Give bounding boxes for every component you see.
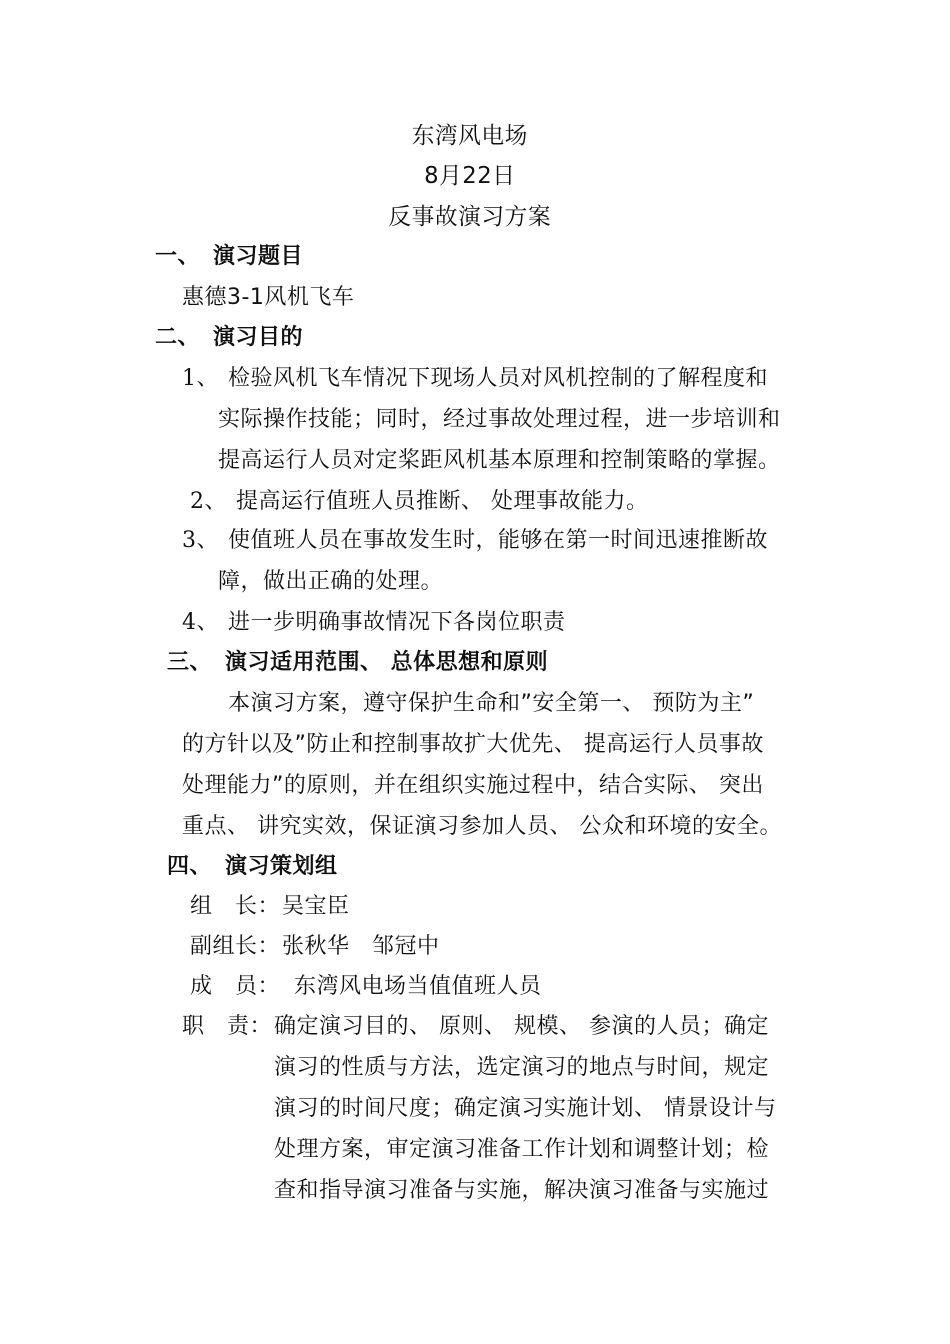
duty-line2: 演习的性质与方法，选定演习的地点与时间，规定 bbox=[274, 1055, 770, 1080]
duty-line3: 演习的时间尺度；确定演习实施计划、 情景设计与 bbox=[274, 1096, 777, 1121]
title-date: 8月22日 bbox=[424, 163, 516, 189]
section2-item3-line1: 使值班人员在事故发生时，能够在第一时间迅速推断故 bbox=[228, 528, 769, 553]
leader-name: 吴宝臣 bbox=[282, 894, 350, 919]
duty-line5: 查和指导演习准备与实施，解决演习准备与实施过 bbox=[274, 1178, 770, 1203]
duty-line4: 处理方案，审定演习准备工作计划和调整计划；检 bbox=[274, 1137, 770, 1162]
section3-line3: 处理能力”的原则，并在组织实施过程中，结合实际、 突出 bbox=[182, 773, 764, 798]
section2-item1-line3: 提高运行人员对定桨距风机基本原理和控制策略的掌握。 bbox=[218, 448, 781, 473]
title-plan: 反事故演习方案 bbox=[388, 204, 552, 230]
section3-line2: 的方针以及”防止和控制事故扩大优先、 提高运行人员事故 bbox=[182, 732, 764, 757]
section2-item2-number: 2、 bbox=[190, 489, 227, 514]
section1-heading: 演习题目 bbox=[213, 244, 304, 269]
section2-item1-number: 1、 bbox=[182, 366, 219, 391]
section4-number: 四、 bbox=[167, 854, 213, 879]
section2-item1-line2: 实际操作技能；同时，经过事故处理过程，进一步培训和 bbox=[218, 407, 781, 432]
members-text: 东湾风电场当值值班人员 bbox=[294, 974, 542, 999]
section1-content: 惠德3-1风机飞车 bbox=[182, 285, 355, 310]
section2-item4-line1: 进一步明确事故情况下各岗位职责 bbox=[228, 610, 566, 635]
title-org: 东湾风电场 bbox=[411, 123, 528, 149]
section3-line1: 本演习方案，遵守保护生命和”安全第一、 预防为主” bbox=[228, 691, 755, 716]
section3-heading: 演习适用范围、 总体思想和原则 bbox=[225, 650, 549, 675]
section2-number: 二、 bbox=[155, 325, 201, 350]
leader-label: 组 长： bbox=[190, 894, 281, 919]
duty-label: 职 责： bbox=[182, 1014, 273, 1039]
section2-item1-line1: 检验风机飞车情况下现场人员对风机控制的了解程度和 bbox=[228, 366, 769, 391]
section3-line4: 重点、 讲究实效，保证演习参加人员、 公众和环境的安全。 bbox=[182, 814, 782, 839]
section2-item3-number: 3、 bbox=[182, 528, 219, 553]
deputy-names: 张秋华 邹冠中 bbox=[282, 934, 440, 959]
section2-item3-line2: 障，做出正确的处理。 bbox=[218, 569, 444, 594]
duty-line1: 确定演习目的、 原则、 规模、 参演的人员；确定 bbox=[274, 1014, 769, 1039]
section4-heading: 演习策划组 bbox=[225, 854, 338, 879]
section2-item2-line1: 提高运行值班人员推断、 处理事故能力。 bbox=[236, 489, 649, 514]
deputy-label: 副组长： bbox=[190, 934, 281, 959]
members-label: 成 员： bbox=[190, 974, 281, 999]
section2-heading: 演习目的 bbox=[213, 325, 304, 350]
section1-number: 一、 bbox=[155, 244, 201, 269]
section3-number: 三、 bbox=[167, 650, 213, 675]
section2-item4-number: 4、 bbox=[182, 610, 219, 635]
